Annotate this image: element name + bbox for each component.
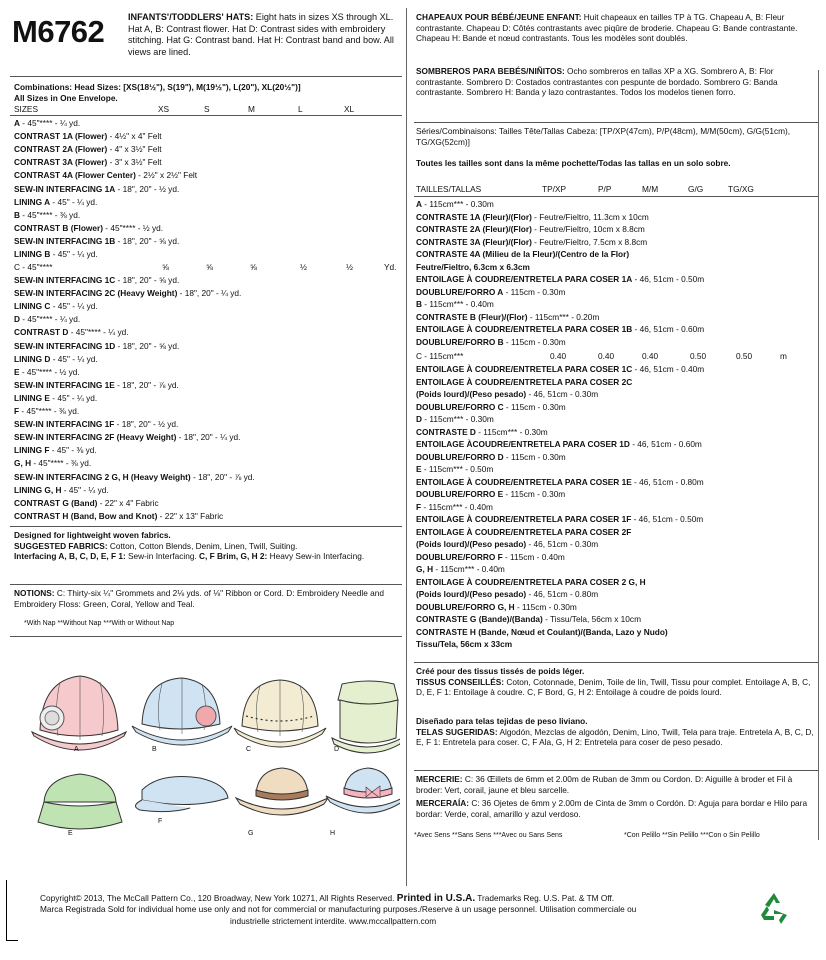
hat-b-illustration <box>132 678 232 745</box>
hat-label-b: B <box>152 746 157 753</box>
yardage-row: (Poids lourd)/(Peso pesado) - 46, 51cm - 0.30m <box>416 389 599 399</box>
trademark: Trademarks Reg. U.S. Pat. & TM Off. <box>477 893 615 903</box>
hat-label-a: A <box>74 746 79 753</box>
section-rule <box>10 115 402 116</box>
yardage-row: DOUBLURE/FORRO A - 115cm - 0.30m <box>416 286 566 297</box>
fr-fabrics-block: Créé pour des tissus tissés de poids léger. TISSUS CONSEILLÉS: Coton, Cotonnade, Denim, Toile de lin, Twill, Tissu pour complet. Entoilage A, B, C, D, E, F 1: Entoilage à coudre. C, F Bord, G, H 2: Entoilage à coudre de poids lourd. <box>416 666 811 698</box>
yardage-row: LINING C - 45" - ¼ yd. <box>14 301 98 312</box>
column-divider <box>406 8 407 886</box>
row-c-metric: C - 115cm*** 0.40 0.40 0.40 0.50 0.50 m <box>416 351 787 361</box>
yardage-row: DOUBLURE/FORRO G, H - 115cm - 0.30m <box>416 601 577 612</box>
size-s: S <box>204 104 210 114</box>
yardage-row: SEW-IN INTERFACING 1F - 18", 20" - ½ yd. <box>14 419 179 430</box>
hat-a-illustration <box>32 676 126 750</box>
yardage-row: (Poids lourd)/(Peso pesado) - 46, 51cm - 0.30m <box>416 539 599 549</box>
es-fabrics-block: Diseñado para telas tejidas de peso liviano. TELAS SUGERIDAS: Algodón, Mezclas de algodón, Denim, Lino, Twill, Tela para traje. Entretela A, B, C, D, E, F 1: Entretela para coser. C, F Ala, G, H 2: Entretela para coser de peso pesado. <box>416 716 814 748</box>
hat-g-illustration <box>236 768 328 815</box>
yardage-row: DOUBLURE/FORRO E - 115cm - 0.30m <box>416 489 566 499</box>
yardage-row: CONTRASTE B (Fleur)/(Flor) - 115cm*** - 0.20m <box>416 311 600 322</box>
yardage-row: A - 45"**** - ¼ yd. <box>14 118 81 128</box>
hat-label-h: H <box>330 830 336 837</box>
footer-line-2: Marca Registrada Sold for individual home use only and not for commercial or manufacturing purposes./Reserve à un usage personnel. Utilisation commerciale ou <box>40 904 637 915</box>
recycle-icon <box>756 890 792 926</box>
es-notions-block: MERCERAÍA: C: 36 Ojetes de 6mm y 2.00m de Cinta de 3mm o Cordón. D: Aguja para bordar e Hilo para bordar: Verde, coral, amarillo y azul verdoso. <box>416 798 808 819</box>
pattern-number: M6762 <box>12 14 105 49</box>
section-rule <box>414 662 818 663</box>
section-rule <box>414 770 818 771</box>
yardage-row: SEW-IN INTERFACING 2F (Heavy Weight) - 18", 20" - ¼ yd. <box>14 432 241 443</box>
series-line: Séries/Combinaisons: Tailles Tête/Tallas Cabeza: [TP/XP(47cm), P/P(48cm), M/M(50cm), G/G(51cm), TG/XG(52cm)] <box>416 126 791 147</box>
yardage-row: D - 45"**** - ¼ yd. <box>14 314 81 325</box>
hat-label-d: D <box>334 746 340 753</box>
hat-label-f: F <box>158 818 163 825</box>
nap-note-es: *Con Pelillo **Sin Pelillo ***Con o Sin Pelillo <box>624 832 760 839</box>
sizes-row <box>14 104 402 114</box>
yardage-row: E - 115cm*** - 0.50m <box>416 464 494 474</box>
yardage-row: ENTOILAGE À COUDRE/ENTRETELA PARA COSER 1B - 46, 51cm - 0.60m <box>416 324 705 334</box>
yardage-row: CONTRAST H (Band, Bow and Knot) - 22" x 13" Fabric <box>14 510 224 521</box>
section-rule <box>10 584 402 585</box>
french-description: CHAPEAUX POUR BÉBÉ/JEUNE ENFANT: Huit chapeaux en tailles TP à TG. Chapeau A, B: Fleur contrastante. Chapeau D: Côtés contrastants avec piqûre de broderie. Chapeau G: Bande contrastante. Chapeau H: Bande et nœud contrastants. Tous les modèles sont doublés. <box>416 12 798 44</box>
size-l: L <box>298 104 303 114</box>
corner-mark <box>6 940 18 941</box>
yardage-row: LINING A - 45" - ¼ yd. <box>14 196 98 207</box>
hat-d-illustration <box>332 681 400 753</box>
yardage-row: B - 115cm*** - 0.40m <box>416 299 494 309</box>
yardage-row: LINING G, H - 45" - ¼ yd. <box>14 484 109 495</box>
hat-e-illustration <box>38 774 122 829</box>
nap-note: *With Nap **Without Nap ***With or Without Nap <box>24 620 175 627</box>
size-xl: XL <box>344 104 355 114</box>
nap-note-fr: *Avec Sens **Sans Sens ***Avec ou Sans Sens <box>414 832 563 839</box>
yardage-row: DOUBLURE/FORRO C - 115cm - 0.30m <box>416 401 566 412</box>
yardage-row: ENTOILAGE À COUDRE/ENTRETELA PARA COSER 2F <box>416 526 632 537</box>
yardage-row: DOUBLURE/FORRO D - 115cm - 0.30m <box>416 451 566 462</box>
size-xs: XS <box>158 104 170 114</box>
all-sizes-fr-es: Toutes les tailles sont dans la même pochette/Todas las tallas en un solo sobre. <box>416 158 731 168</box>
hat-h-illustration <box>326 768 400 813</box>
yardage-row: CONTRASTE G (Bande)/(Banda) - Tissu/Tela, 56cm x 10cm <box>416 614 641 624</box>
yardage-row: SEW-IN INTERFACING 1A - 18", 20" - ½ yd. <box>14 183 180 194</box>
copyright: Copyright© 2013, The McCall Pattern Co., 120 Broadway, New York 10271, All Rights Reserved. <box>40 893 395 903</box>
fr-notions-block: MERCERIE: C: 36 Œillets de 6mm et 2.00m de Ruban de 3mm ou Cordon. D: Aiguille à broder et Fil à broder: Vert, corail, jaune et bleu sarcelle. <box>416 774 793 795</box>
spanish-description: SOMBREROS PARA BEBÉS/NIÑITOS: Ocho sombreros en tallas XP a XG. Sombrero A, B: Flor contrastante. Sombrero D: Costados contrastantes con pespunte de bordado. Sombrero G: Banda contrastante. Sombrero H: Banda y lazo contrastantes. Todos los modelos tienen forro. <box>416 66 778 98</box>
yardage-row: F - 115cm*** - 0.40m <box>416 501 493 512</box>
yardage-row: G, H - 45"**** - ⅜ yd. <box>14 458 92 469</box>
combinations-line: Combinations: Head Sizes: [XS(18½"), S(19"), M(19½"), L(20"), XL(20½")] <box>14 82 301 92</box>
printed-in: Printed in U.S.A. <box>396 893 476 904</box>
hat-label-e: E <box>68 830 73 837</box>
yardage-row: Tissu/Tela, 56cm x 33cm <box>416 639 513 649</box>
section-rule <box>10 526 402 527</box>
corner-mark <box>6 880 7 940</box>
right-edge-divider <box>818 70 819 840</box>
english-description: INFANTS'/TODDLERS' HATS: Eight hats in sizes XS through XL. Hat A, B: Contrast flower. Hat D: Contrast sides with embroidery stitching. Hat G: Contrast band. Hat H: Contrast band and bow. All views are lined. <box>128 12 394 57</box>
yardage-row: ENTOILAGE À COUDRE/ENTRETELA PARA COSER 1A - 46, 51cm - 0.50m <box>416 274 705 284</box>
yardage-row: CONTRASTE H (Bande, Nœud et Coulant)/(Banda, Lazo y Nudo) <box>416 626 668 637</box>
yardage-row: ENTOILAGE ÀCOUDRE/ENTRETELA PARA COSER 1D - 46, 51cm - 0.60m <box>416 439 702 449</box>
hat-illustrations <box>20 660 400 850</box>
yardage-row: LINING F - 45" - ⅜ yd. <box>14 445 97 456</box>
yardage-row: SEW-IN INTERFACING 1C - 18", 20" - ⅝ yd. <box>14 275 180 285</box>
yardage-row: (Poids lourd)/(Peso pesado) - 46, 51cm - 0.80m <box>416 589 599 599</box>
yardage-row: CONTRASTE 1A (Fleur)/(Flor) - Feutre/Fieltro, 11.3cm x 10cm <box>416 211 649 222</box>
yardage-row: DOUBLURE/FORRO B - 115cm - 0.30m <box>416 336 566 347</box>
yardage-row: CONTRAST 1A (Flower) - 4½" x 4" Felt <box>14 131 162 142</box>
yardage-row: LINING D - 45" - ¼ yd. <box>14 353 98 364</box>
yardage-row: SEW-IN INTERFACING 1B - 18", 20" - ⅝ yd. <box>14 235 180 246</box>
section-rule <box>10 76 402 77</box>
yardage-row: F - 45"**** - ⅜ yd. <box>14 406 80 416</box>
section-rule <box>10 636 402 637</box>
yardage-row: LINING E - 45" - ¼ yd. <box>14 392 98 403</box>
yardage-row: CONTRASTE 2A (Fleur)/(Flor) - Feutre/Fieltro, 10cm x 8.8cm <box>416 224 645 234</box>
yardage-row: CONTRAST 3A (Flower) - 3" x 3½" Felt <box>14 157 162 168</box>
yardage-row: CONTRASTE 4A (Milieu de la Fleur)/(Centro de la Flor) <box>416 249 630 259</box>
row-c: C - 45"**** ⅝ ⅝ ⅝ ½ ½ Yd. <box>14 262 397 272</box>
hat-f-illustration <box>135 777 228 812</box>
yardage-row: LINING B - 45" - ¼ yd. <box>14 249 98 259</box>
yardage-row: CONTRAST B (Flower) - 45"**** - ½ yd. <box>14 222 164 233</box>
yardage-row: CONTRAST D - 45"**** - ¼ yd. <box>14 327 129 338</box>
yardage-row: DOUBLURE/FORRO F - 115cm - 0.40m <box>416 551 565 562</box>
yardage-row: B - 45"**** - ⅜ yd. <box>14 209 81 220</box>
yardage-row: CONTRAST 4A (Flower Center) - 2½" x 2½" Felt <box>14 170 198 181</box>
yardage-row: G, H - 115cm*** - 0.40m <box>416 564 505 574</box>
yardage-row: ENTOILAGE À COUDRE/ENTRETELA PARA COSER 1F - 46, 51cm - 0.50m <box>416 514 704 524</box>
hat-c-illustration <box>234 680 326 747</box>
fabrics-block: Designed for lightweight woven fabrics. SUGGESTED FABRICS: Cotton, Cotton Blends, Denim, Linen, Twill, Suiting. Interfacing A, B, C, D, E, F 1: Sew-in Interfacing. C, F Brim, G, H 2: Heavy Sew-in Interfacing. <box>14 530 365 562</box>
yardage-row: CONTRASTE 3A (Fleur)/(Flor) - Feutre/Fieltro, 7.5cm x 8.8cm <box>416 236 648 247</box>
sizes-row-fr-es: TAILLES/TALLAS TP/XP P/P M/M G/G TG/XG <box>416 184 754 194</box>
footer-line-3: industrielle strictement interdite. www.mccallpattern.com <box>230 915 437 926</box>
size-m: M <box>248 104 255 114</box>
yardage-row: SEW-IN INTERFACING 1E - 18", 20" - ⅞ yd. <box>14 379 179 390</box>
yardage-row: SEW-IN INTERFACING 2 G, H (Heavy Weight) - 18", 20" - ⅞ yd. <box>14 471 255 482</box>
yardage-row: SEW-IN INTERFACING 1D - 18", 20" - ⅝ yd. <box>14 340 180 351</box>
section-rule <box>414 122 818 123</box>
hat-label-g: G <box>248 830 254 837</box>
yardage-row: ENTOILAGE À COUDRE/ENTRETELA PARA COSER 2 G, H <box>416 576 646 587</box>
yardage-row: E - 45"**** - ½ yd. <box>14 366 80 377</box>
all-sizes-line: All Sizes in One Envelope. <box>14 93 118 103</box>
yardage-row: ENTOILAGE À COUDRE/ENTRETELA PARA COSER 1E - 46, 51cm - 0.80m <box>416 476 704 487</box>
yardage-row: CONTRAST G (Band) - 22" x 4" Fabric <box>14 497 159 508</box>
yardage-row: ENTOILAGE À COUDRE/ENTRETELA PARA COSER 2C <box>416 376 633 387</box>
yardage-row: CONTRASTE D - 115cm*** - 0.30m <box>416 426 548 437</box>
section-rule <box>414 196 818 197</box>
yardage-row: D - 115cm*** - 0.30m <box>416 414 494 424</box>
yardage-row: SEW-IN INTERFACING 2C (Heavy Weight) - 18", 20" - ¼ yd. <box>14 288 242 299</box>
hat-label-c: C <box>246 746 252 753</box>
notions-block: NOTIONS: C: Thirty-six ¼" Grommets and 2⅛ yds. of ⅛" Ribbon or Cord. D: Embroidery Needle and Embroidery Floss: Green, Coral, Yellow and Teal. <box>14 588 385 609</box>
yardage-row: ENTOILAGE À COUDRE/ENTRETELA PARA COSER 1C - 46, 51cm - 0.40m <box>416 364 705 374</box>
yardage-row: Feutre/Fieltro, 6.3cm x 6.3cm <box>416 261 530 272</box>
yardage-row: CONTRAST 2A (Flower) - 4" x 3½" Felt <box>14 144 162 155</box>
yardage-row: A - 115cm*** - 0.30m <box>416 199 494 209</box>
sizes-label: SIZES <box>14 104 38 114</box>
footer <box>40 893 760 927</box>
